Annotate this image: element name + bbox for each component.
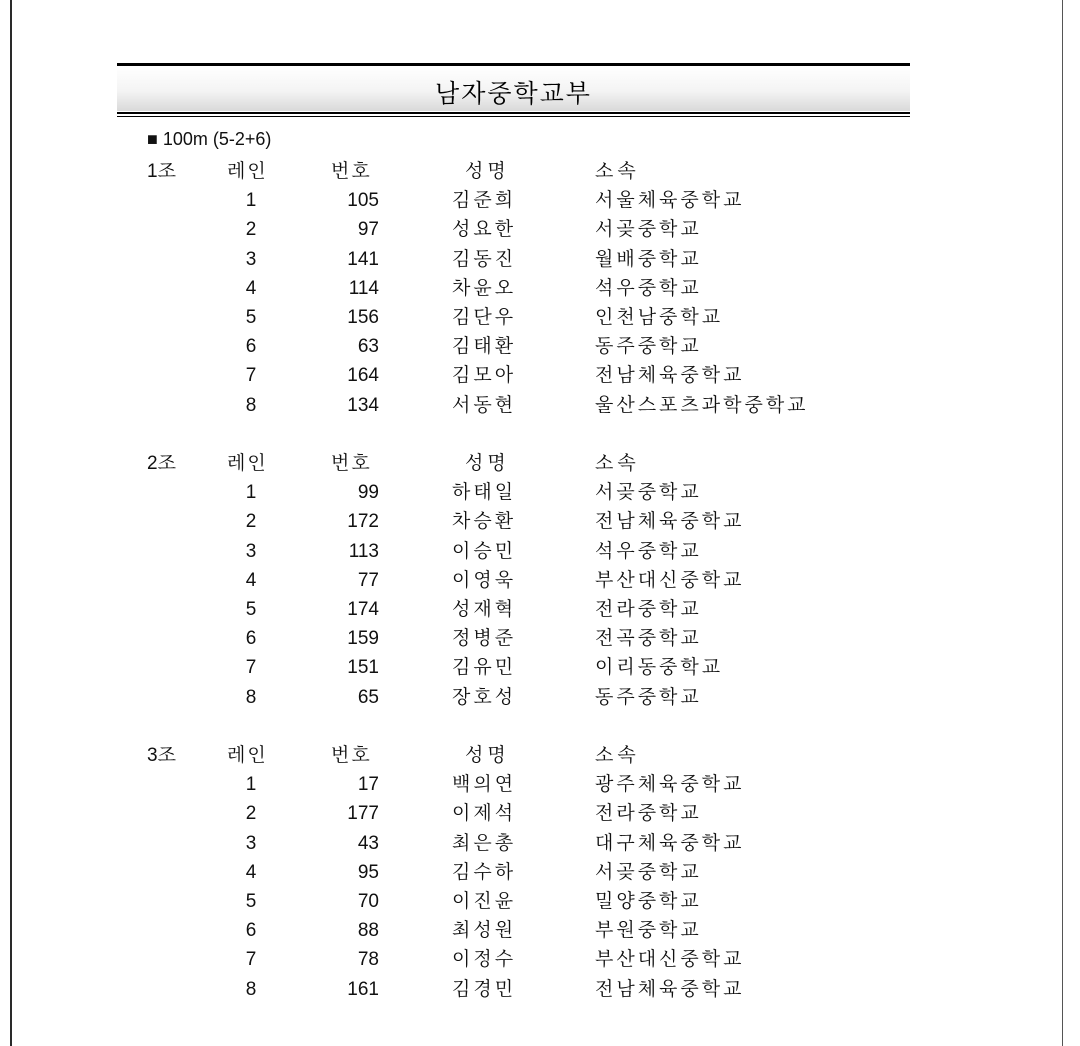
bib-cell: 174 (347, 598, 379, 620)
table-row (147, 303, 907, 332)
lane-header: 레인 (227, 744, 268, 766)
heat-header-row (147, 449, 907, 478)
team-cell: 전곡중학교 (595, 627, 702, 650)
lane-cell: 5 (245, 306, 257, 328)
bib-cell: 161 (347, 978, 379, 1000)
name-cell: 김수하 (452, 860, 517, 883)
name-cell: 이정수 (452, 948, 517, 971)
team-cell: 부산대신중학교 (595, 948, 745, 971)
name-cell: 김모아 (452, 364, 517, 387)
table-row (147, 245, 907, 274)
table-row (147, 186, 907, 215)
team-cell: 석우중학교 (595, 276, 702, 299)
name-cell: 성재혁 (452, 597, 517, 620)
table-row (147, 916, 907, 945)
team-cell: 부원중학교 (595, 919, 702, 942)
heat-3 (147, 741, 907, 1004)
team-header: 소속 (595, 744, 640, 766)
table-row (147, 274, 907, 303)
team-cell: 광주체육중학교 (595, 773, 745, 796)
lane-cell: 3 (245, 248, 257, 270)
lane-cell: 4 (245, 861, 257, 883)
bib-cell: 70 (357, 890, 379, 912)
name-cell: 차윤오 (452, 276, 517, 299)
name-cell: 정병준 (452, 627, 517, 650)
name-cell: 하태일 (452, 481, 517, 504)
bib-cell: 114 (348, 277, 379, 299)
table-row (147, 537, 907, 566)
team-cell: 인천남중학교 (595, 305, 724, 328)
team-header: 소속 (595, 160, 640, 182)
heat-header-row (147, 157, 907, 186)
table-row (147, 507, 907, 536)
bib-cell: 105 (347, 190, 379, 212)
bib-cell: 113 (348, 540, 379, 562)
name-cell: 서동현 (452, 393, 517, 416)
team-cell: 전남체육중학교 (595, 977, 745, 1000)
lane-cell: 7 (245, 365, 257, 387)
page-left-border (10, 0, 12, 1046)
table-row (147, 361, 907, 390)
bib-header: 번호 (331, 452, 372, 474)
table-row (147, 683, 907, 712)
lane-header: 레인 (227, 160, 268, 182)
bib-cell: 159 (347, 628, 379, 650)
name-cell: 김경민 (452, 977, 517, 1000)
lane-cell: 2 (245, 219, 257, 241)
name-cell: 최성원 (452, 919, 517, 942)
name-cell: 김유민 (452, 656, 517, 679)
team-cell: 서곶중학교 (595, 218, 702, 241)
page-title: 남자중학교부 (435, 79, 592, 108)
team-cell: 울산스포츠과학중학교 (595, 393, 809, 416)
bib-cell: 77 (357, 569, 379, 591)
table-row (147, 975, 907, 1004)
team-cell: 월배중학교 (595, 247, 702, 270)
bib-cell: 151 (347, 657, 379, 679)
bib-cell: 63 (357, 336, 379, 358)
table-row (147, 478, 907, 507)
team-cell: 석우중학교 (595, 539, 702, 562)
name-header: 성명 (465, 452, 510, 474)
lane-cell: 8 (245, 686, 257, 708)
bib-cell: 177 (347, 803, 379, 825)
heat-1 (147, 157, 907, 420)
team-cell: 밀양중학교 (595, 889, 702, 912)
name-cell: 장호성 (452, 685, 517, 708)
name-cell: 이영욱 (452, 568, 517, 591)
table-row (147, 624, 907, 653)
lane-cell: 1 (245, 190, 257, 212)
lane-cell: 8 (245, 978, 257, 1000)
lane-header: 레인 (227, 452, 268, 474)
table-row (147, 945, 907, 974)
heat-label: 3조 (147, 745, 176, 766)
lane-cell: 4 (245, 277, 257, 299)
bib-cell: 78 (357, 949, 379, 971)
bib-cell: 95 (357, 861, 379, 883)
lane-cell: 8 (245, 394, 257, 416)
lane-cell: 6 (245, 336, 257, 358)
team-cell: 대구체육중학교 (595, 831, 745, 854)
name-cell: 성요한 (452, 218, 517, 241)
heat-label: 2조 (147, 453, 176, 474)
name-cell: 이진윤 (452, 889, 517, 912)
team-cell: 동주중학교 (595, 335, 702, 358)
team-cell: 전라중학교 (595, 597, 702, 620)
table-row (147, 566, 907, 595)
bib-cell: 141 (347, 248, 379, 270)
lane-cell: 2 (245, 803, 257, 825)
team-cell: 전남체육중학교 (595, 364, 745, 387)
team-cell: 동주중학교 (595, 685, 702, 708)
bib-cell: 88 (357, 920, 379, 942)
lane-cell: 6 (245, 628, 257, 650)
lane-cell: 1 (245, 774, 257, 796)
team-cell: 이리동중학교 (595, 656, 724, 679)
heat-header-row (147, 741, 907, 770)
name-cell: 김태환 (452, 335, 517, 358)
team-cell: 서곶중학교 (595, 860, 702, 883)
bib-cell: 172 (347, 511, 379, 533)
bib-cell: 156 (347, 306, 379, 328)
heat-2 (147, 449, 907, 712)
name-cell: 이승민 (452, 539, 517, 562)
name-cell: 김단우 (452, 305, 517, 328)
lane-cell: 7 (245, 657, 257, 679)
lane-cell: 4 (245, 569, 257, 591)
table-row (147, 770, 907, 799)
table-row (147, 595, 907, 624)
team-cell: 부산대신중학교 (595, 568, 745, 591)
bib-header: 번호 (331, 744, 372, 766)
heat-label: 1조 (147, 161, 176, 182)
page-right-border (1062, 0, 1063, 1046)
team-header: 소속 (595, 452, 640, 474)
name-cell: 김동진 (452, 247, 517, 270)
table-row (147, 829, 907, 858)
table-row (147, 887, 907, 916)
name-header: 성명 (465, 160, 510, 182)
bib-header: 번호 (331, 160, 372, 182)
team-cell: 전남체육중학교 (595, 510, 745, 533)
bib-cell: 43 (357, 832, 379, 854)
table-row (147, 391, 907, 420)
bib-cell: 164 (347, 365, 379, 387)
bib-cell: 97 (357, 219, 379, 241)
lane-cell: 5 (245, 890, 257, 912)
table-row (147, 215, 907, 244)
bib-cell: 134 (347, 394, 379, 416)
lane-cell: 7 (245, 949, 257, 971)
table-row (147, 799, 907, 828)
lane-cell: 1 (245, 482, 257, 504)
title-banner (117, 63, 910, 111)
lane-cell: 5 (245, 598, 257, 620)
name-cell: 최은총 (452, 831, 517, 854)
name-cell: 차승환 (452, 510, 517, 533)
table-row (147, 858, 907, 887)
lane-cell: 6 (245, 920, 257, 942)
team-cell: 서곶중학교 (595, 481, 702, 504)
name-header: 성명 (465, 744, 510, 766)
name-cell: 이제석 (452, 802, 517, 825)
team-cell: 서울체육중학교 (595, 189, 745, 212)
lane-cell: 3 (245, 832, 257, 854)
team-cell: 전라중학교 (595, 802, 702, 825)
bib-cell: 65 (357, 686, 379, 708)
lane-cell: 2 (245, 511, 257, 533)
table-row (147, 653, 907, 682)
table-row (147, 332, 907, 361)
event-title: ■ 100m (5-2+6) (147, 129, 272, 149)
name-cell: 김준희 (452, 189, 517, 212)
bib-cell: 17 (357, 774, 379, 796)
lane-cell: 3 (245, 540, 257, 562)
name-cell: 백의연 (452, 773, 517, 796)
bib-cell: 99 (357, 482, 379, 504)
